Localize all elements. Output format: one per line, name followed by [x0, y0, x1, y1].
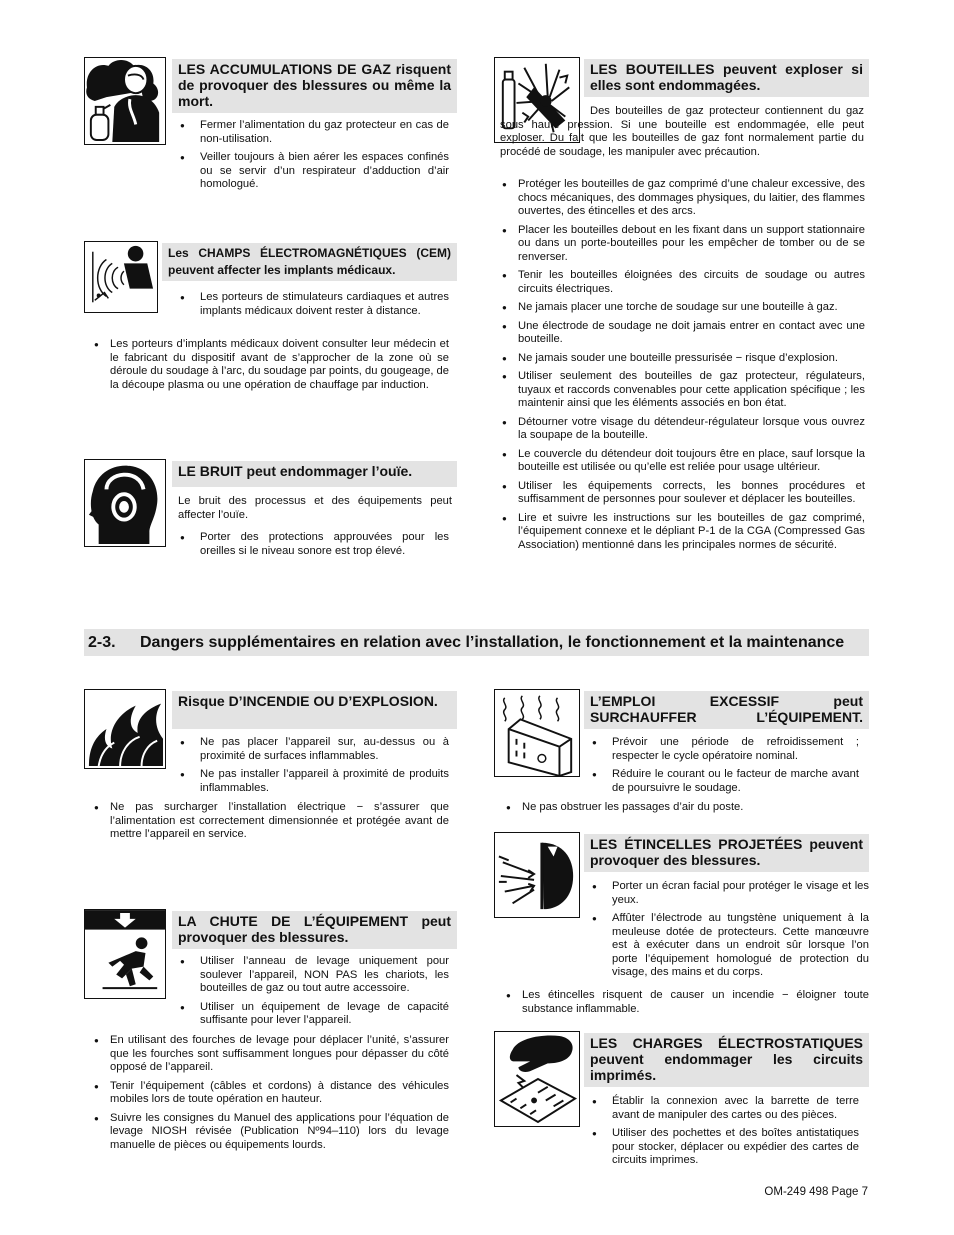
fire-hazard-title: Risque D’INCENDIE OU D’EXPLOSION. — [172, 691, 457, 729]
list-item: ● Placer les bouteilles debout en les fixant dans un support stationnaire ou dans un porte-bouteilles pour les empêcher de tomber ou de se renverser. — [500, 224, 865, 265]
list-item: ● Utiliser des pochettes et des boîtes antistatiques pour stocker, déplacer ou expédier des cartes de circuits imprimes. — [590, 1127, 859, 1168]
list-item: ● Suivre les consignes du Manuel des applications pour l’équation de levage NIOSH révisée (Publication Nº94–110) lors du levage manuelle de pièces ou équipements lourds. — [92, 1112, 449, 1153]
list-item: ● Porter un écran facial pour protéger le visage et les yeux. — [590, 880, 869, 907]
falling-hazard-outer-list — [92, 1034, 449, 1157]
noise-hazard-list — [178, 531, 449, 563]
emf-hazard-outer-list — [92, 338, 449, 397]
noise-hazard-intro: Le bruit des processus et des équipements peut affecter l’ouïe. — [178, 495, 452, 521]
fire-hazard-list — [178, 736, 449, 800]
sparks-hazard-outer-list — [504, 989, 869, 1021]
static-hazard-list — [590, 1095, 859, 1173]
list-item: ● Réduire le courant ou le facteur de marche avant de poursuivre le soudage. — [590, 768, 859, 795]
list-item: ● Ne pas obstruer les passages d’air du poste. — [504, 801, 864, 815]
section-heading — [84, 629, 869, 656]
list-item: ● Utiliser un équipement de levage de capacité suffisante pour lever l’appareil. — [178, 1001, 449, 1028]
falling-hazard-list — [178, 955, 449, 1033]
list-item: ● Prévoir une période de refroidissement ; respecter le cycle opératoire nominal. — [590, 736, 859, 763]
cylinder-hazard-list — [500, 178, 865, 557]
list-item: ● Ne pas surcharger l’installation électrique − s’assurer que l’alimentation est correctement dimensionnée et protégée avant de mettre l’appareil en service. — [92, 801, 449, 842]
list-item: ● Ne jamais placer une torche de soudage sur une bouteille à gaz. — [500, 301, 865, 315]
overheat-hazard-title: L’EMPLOI EXCESSIF peut SURCHAUFFER L’ÉQUIPEMENT. — [584, 691, 869, 729]
list-item: ● Fermer l’alimentation du gaz protecteur en cas de non-utilisation. — [178, 119, 449, 146]
section-number: 2-3. — [88, 634, 116, 651]
emf-hazard-list — [178, 291, 449, 323]
fire-hazard-outer-list — [92, 801, 449, 847]
overheat-hazard-outer-list — [504, 801, 864, 820]
list-item: ● Les porteurs de stimulateurs cardiaques et autres implants médicaux doivent rester à distance. — [178, 291, 449, 318]
list-item: ● Détourner votre visage du détendeur-régulateur lorsque vous ouvrez la soupape de la bouteille. — [500, 416, 865, 443]
overheat-hazard-icon — [494, 689, 580, 777]
emf-hazard-title: Les CHAMPS ÉLECTROMAGNÉTIQUES (CEM) peuvent affecter les implants médicaux. — [162, 243, 457, 281]
list-item: ● Lire et suivre les instructions sur les bouteilles de gaz comprimé, l’équipement connexe et le dépliant P-1 de la CGA (Compressed Gas Association) mentionné dans les principales normes de sécurité. — [500, 512, 865, 553]
list-item: ● Veiller toujours à bien aérer les espaces confinés ou se servir d’un respirateur d’adduction d’air homologué. — [178, 151, 449, 192]
list-item: ● Utiliser l’anneau de levage uniquement pour soulever l’appareil, NON PAS les chariots, les bouteilles de gaz ou tout autre accessoire. — [178, 955, 449, 996]
list-item: ● Utiliser les équipements corrects, les bonnes procédures et suffisamment de personnes pour soulever et déplacer les bouteilles. — [500, 480, 865, 507]
fire-hazard-icon — [84, 689, 166, 769]
flying-sparks-icon — [494, 832, 580, 918]
list-item: ● Protéger les bouteilles de gaz comprimé d’une chaleur excessive, des chocs mécaniques, des dommages physiques, du laitier, des flammes ouvertes, des étincelles et des arcs. — [500, 178, 865, 219]
cylinder-hazard-intro: Des bouteilles de gaz protecteur contiennent du gaz sous haute pression. Si une bouteille est endommagée, elle peut exploser. Du fait que les bouteilles de gaz font normalement partie du procédé de soudage, les manipuler avec précaution. — [500, 105, 864, 158]
list-item: ● En utilisant des fourches de levage pour déplacer l’unité, s’assurer que les fourches sont suffisamment longues pour dépasser du côté opposé de l’appareil. — [92, 1034, 449, 1075]
falling-equipment-icon — [84, 909, 166, 999]
page-footer: OM-249 498 Page 7 — [764, 1186, 868, 1198]
list-item: ● Une électrode de soudage ne doit jamais entrer en contact avec une bouteille. — [500, 320, 865, 347]
gas-hazard-title: LES ACCUMULATIONS DE GAZ risquent de provoquer des blessures ou même la mort. — [172, 59, 457, 113]
sparks-hazard-list — [590, 880, 869, 985]
list-item: ● Ne jamais souder une bouteille pressurisée − risque d’explosion. — [500, 352, 865, 366]
noise-hazard-icon — [84, 459, 166, 547]
overheat-hazard-list — [590, 736, 859, 800]
list-item: ● Affûter l’électrode au tungstène uniquement à la meuleuse dotée de protecteurs. Cette manœuvre est à exécuter dans un endroit sûr lorsque l’on porte l’équipement homologué de protection du visage, des mains et du corps. — [590, 912, 869, 980]
static-hazard-title: LES CHARGES ÉLECTROSTATIQUES peuvent endommager les circuits imprimés. — [584, 1033, 869, 1087]
section-title: Dangers supplémentaires en relation avec l’installation, le fonctionnement et la maintenance — [140, 634, 845, 651]
list-item: ● Le couvercle du détendeur doit toujours être en place, sauf lorsque la bouteille est utilisée ou qu’elle est reliée pour usage ultérieur. — [500, 448, 865, 475]
list-item: ● Porter des protections approuvées pour les oreilles si le niveau sonore est trop élevé. — [178, 531, 449, 558]
list-item: ● Utiliser seulement des bouteilles de gaz protecteur, régulateurs, tuyaux et raccords convenables pour cette application spécifique ; les maintenir ainsi que les éléments associés en bon état. — [500, 370, 865, 411]
cylinder-hazard-title: LES BOUTEILLES peuvent exploser si elles sont endommagées. — [584, 59, 869, 97]
list-item: ● Tenir les bouteilles éloignées des circuits de soudage ou autres circuits électriques. — [500, 269, 865, 296]
list-item: ● Ne pas placer l’appareil sur, au-dessus ou à proximité de surfaces inflammables. — [178, 736, 449, 763]
gas-hazard-icon — [84, 57, 166, 145]
list-item: ● Les étincelles risquent de causer un incendie − éloigner toute substance inflammable. — [504, 989, 869, 1016]
list-item: ● Établir la connexion avec la barrette de terre avant de manipuler des cartes ou des pièces. — [590, 1095, 859, 1122]
noise-hazard-title: LE BRUIT peut endommager l’ouïe. — [172, 461, 457, 487]
falling-hazard-title: LA CHUTE DE L’ÉQUIPEMENT peut provoquer des blessures. — [172, 911, 457, 949]
list-item: ● Tenir l’équipement (câbles et cordons) à distance des véhicules mobiles lors de toute opération en hauteur. — [92, 1080, 449, 1107]
list-item: ● Les porteurs d’implants médicaux doivent consulter leur médecin et le fabricant du dispositif avant de s’approcher de la zone où se déroule du soudage à l’arc, du soudage par points, du gougeage, de la découpe plasma ou une opération de chauffage par induction. — [92, 338, 449, 392]
sparks-hazard-title: LES ÉTINCELLES PROJETÉES peuvent provoquer des blessures. — [584, 834, 869, 872]
emf-hazard-icon — [84, 241, 158, 313]
gas-hazard-list — [178, 119, 449, 197]
list-item: ● Ne pas installer l’appareil à proximité de produits inflammables. — [178, 768, 449, 795]
static-electricity-icon — [494, 1031, 580, 1127]
